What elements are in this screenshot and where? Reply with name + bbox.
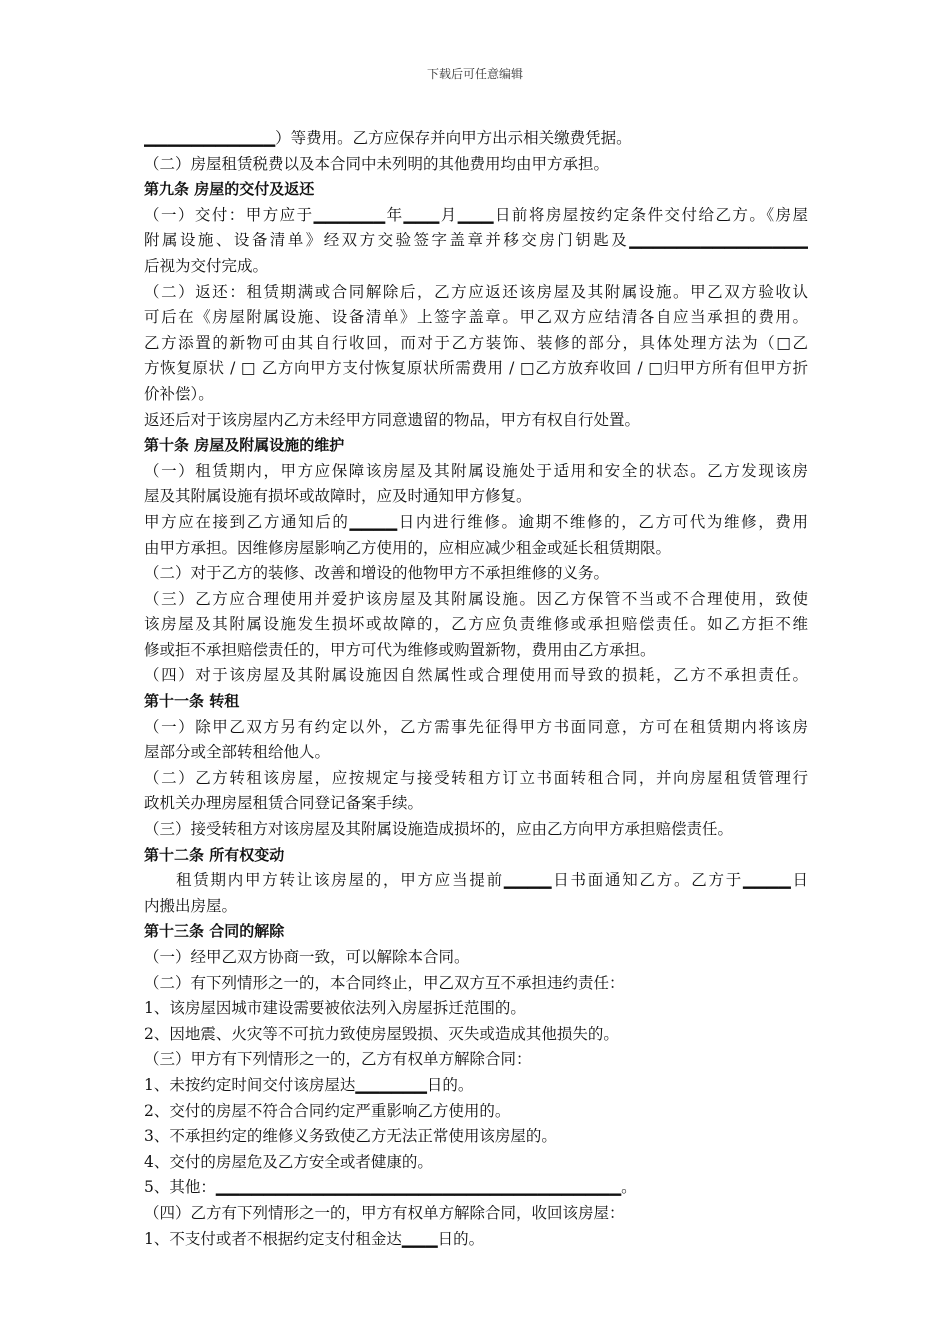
text-line: 该房屋及其附属设施发生损坏或故障的，乙方应负责维修或承担赔偿责任。如乙方拒不维 (144, 615, 808, 634)
page-header: 下载后可任意编辑 (426, 67, 523, 81)
text-line: 1、该房屋因城市建设需要被依法列入房屋拆迁范围的。 (144, 999, 526, 1018)
text-line: （一）经甲乙双方协商一致，可以解除本合同。 (144, 948, 470, 966)
text-line: （二）有下列情形之一的，本合同终止，甲乙双方互不承担违约责任： (144, 973, 625, 992)
text-line: （一）交付：甲方应于▁▁▁▁▁▁年▁▁▁月▁▁▁日前将房屋按约定条件交付给乙方。《房屋 (144, 205, 808, 224)
text-line: 可后在《房屋附属设施、设备清单》上签字盖章。甲乙双方应结清各自应当承担的费用。 (144, 308, 808, 327)
text-line: 方恢复原状 / □ 乙方向甲方支付恢复原状所需费用 / □乙方放弃收回 / □归甲方所有但甲方折 (144, 359, 808, 378)
text-line: 1、未按约定时间交付该房屋达▁▁▁▁▁▁日的。 (144, 1075, 474, 1094)
text-line: （一）租赁期内，甲方应保障该房屋及其附属设施处于适用和安全的状态。乙方发现该房 (144, 461, 808, 480)
text-line: （二）乙方转租该房屋，应按规定与接受转租方订立书面转租合同，并向房屋租赁管理行 (144, 768, 808, 787)
text-line: 租赁期内甲方转让该房屋的，甲方应当提前▁▁▁▁日书面通知乙方。乙方于▁▁▁▁日 (176, 871, 808, 890)
text-line: 内搬出房屋。 (144, 896, 238, 915)
section-heading: 第九条 房屋的交付及返还 (144, 180, 315, 199)
text-line: 返还后对于该房屋内乙方未经甲方同意遗留的物品，甲方有权自行处置。 (144, 410, 641, 429)
text-line: （三）甲方有下列情形之一的，乙方有权单方解除合同： (144, 1050, 532, 1069)
text-line: 由甲方承担。因维修房屋影响乙方使用的，应相应减少租金或延长租赁期限。 (144, 538, 672, 557)
text-line: 乙方添置的新物可由其自行收回，而对于乙方装饰、装修的部分，具体处理方法为（□乙 (144, 333, 808, 352)
text-line: 屋部分或全部转租给他人。 (144, 743, 331, 762)
text-line: 屋及其附属设施有损坏或故障时，应及时通知甲方修复。 (144, 487, 532, 506)
text-line: （三）接受转租方对该房屋及其附属设施造成损坏的，应由乙方向甲方承担赔偿责任。 (144, 820, 734, 839)
text-line: （一）除甲乙双方另有约定以外，乙方需事先征得甲方书面同意，方可在租赁期内将该房 (144, 717, 808, 736)
section-heading: 第十条 房屋及附属设施的维护 (144, 436, 345, 455)
text-line: （二）对于乙方的装修、改善和增设的他物甲方不承担维修的义务。 (144, 564, 610, 583)
text-line: （四）对于该房屋及其附属设施因自然属性或合理使用而导致的损耗，乙方不承担责任。 (144, 666, 808, 685)
text-line: 附属设施、设备清单》经双方交验签字盖章并移交房门钥匙及▁▁▁▁▁▁▁▁▁▁▁▁▁▁▁ (144, 231, 808, 250)
text-line: 后视为交付完成。 (144, 256, 269, 275)
text-line: （三）乙方应合理使用并爱护该房屋及其附属设施。因乙方保管不当或不合理使用，致使 (144, 589, 808, 608)
text-line: （二）房屋租赁税费以及本合同中未列明的其他费用均由甲方承担。 (144, 154, 610, 173)
section-heading: 第十一条 转租 (144, 692, 240, 711)
text-line: 2、交付的房屋不符合合同约定严重影响乙方使用的。 (144, 1101, 511, 1120)
text-line: ▁▁▁▁▁▁▁▁▁▁▁）等费用。乙方应保存并向甲方出示相关缴费凭据。 (144, 129, 632, 147)
section-heading: 第十二条 所有权变动 (144, 845, 285, 864)
section-heading: 第十三条 合同的解除 (144, 922, 285, 941)
text-line: 4、交付的房屋危及乙方安全或者健康的。 (144, 1152, 433, 1171)
text-line: 政机关办理房屋租赁合同登记备案手续。 (144, 794, 424, 813)
document-body (144, 126, 808, 1252)
text-line: 2、因地震、火灾等不可抗力致使房屋毁损、灭失或造成其他损失的。 (144, 1024, 619, 1043)
text-line: 修或拒不承担赔偿责任的，甲方可代为维修或购置新物，费用由乙方承担。 (144, 640, 656, 659)
text-line: （四）乙方有下列情形之一的，甲方有权单方解除合同，收回该房屋： (144, 1203, 625, 1222)
text-line: 1、不支付或者不根据约定支付租金达▁▁▁日的。 (144, 1229, 485, 1248)
text-line: 5、其他：▁▁▁▁▁▁▁▁▁▁▁▁▁▁▁▁▁▁▁▁▁▁▁▁▁▁▁▁▁▁▁▁▁▁。 (144, 1178, 637, 1197)
text-line: （二）返还：租赁期满或合同解除后，乙方应返还该房屋及其附属设施。甲乙双方验收认 (144, 282, 808, 301)
text-line: 价补偿）。 (144, 384, 214, 403)
text-line: 3、不承担约定的维修义务致使乙方无法正常使用该房屋的。 (144, 1127, 557, 1146)
text-line: 甲方应在接到乙方通知后的▁▁▁▁日内进行维修。逾期不维修的，乙方可代为维修，费用 (144, 512, 808, 531)
